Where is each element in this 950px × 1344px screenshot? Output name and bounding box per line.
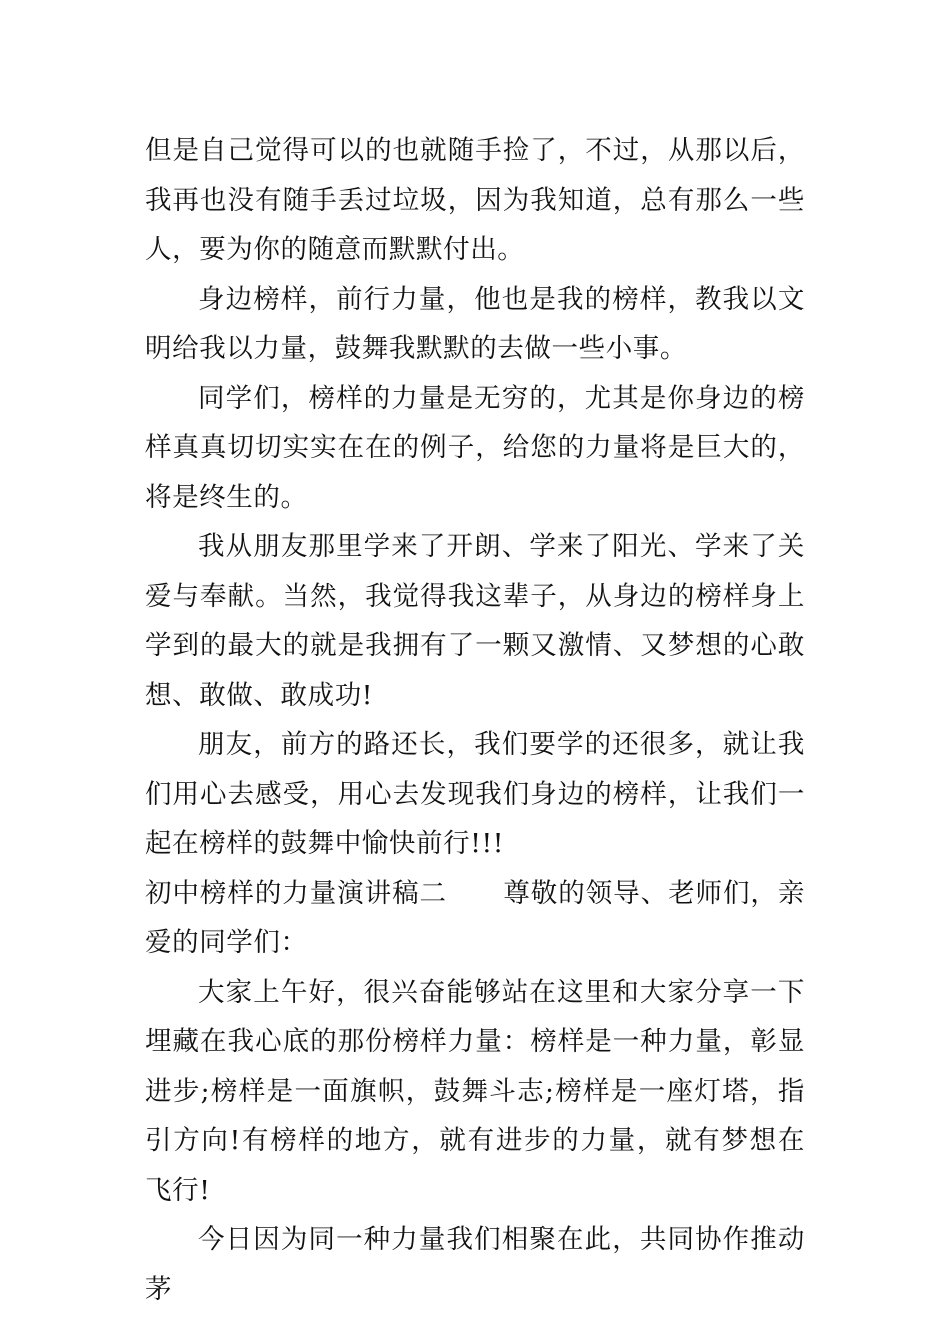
- section-heading-line: [145, 869, 805, 968]
- paragraph: 大家上午好，很兴奋能够站在这里和大家分享一下埋藏在我心底的那份榜样力量：榜样是一种力量，彰显进步;榜样是一面旗帜，鼓舞斗志;榜样是一座灯塔，指引方向!有榜样的地方，就有进步的力量，就有梦想在飞行!: [145, 976, 805, 1206]
- paragraph: 身边榜样，前行力量，他也是我的榜样，教我以文明给我以力量，鼓舞我默默的去做一些小事。: [145, 283, 805, 364]
- paragraph: 但是自己觉得可以的也就随手捡了，不过，从那以后，我再也没有随手丢过垃圾，因为我知道，总有那么一些人，要为你的随意而默默付出。: [145, 135, 805, 265]
- paragraph: 我从朋友那里学来了开朗、学来了阳光、学来了关爱与奉献。当然，我觉得我这辈子，从身边的榜样身上学到的最大的就是我拥有了一颗又激情、又梦想的心敢想、敢做、敢成功!: [145, 531, 805, 711]
- section-title: 初中榜样的力量演讲稿二: [145, 877, 447, 909]
- paragraph: 今日因为同一种力量我们相聚在此，共同协作推动茅: [145, 1224, 805, 1305]
- paragraph: 同学们，榜样的力量是无穷的，尤其是你身边的榜样真真切切实实在在的例子，给您的力量将是巨大的，将是终生的。: [145, 382, 805, 513]
- salutation: 尊敬的领导、老师们，亲爱的同学们：: [145, 877, 805, 958]
- paragraph: 朋友，前方的路还长，我们要学的还很多，就让我们用心去感受，用心去发现我们身边的榜样，让我们一起在榜样的鼓舞中愉快前行!!!: [145, 729, 805, 859]
- document-body: [145, 126, 805, 1314]
